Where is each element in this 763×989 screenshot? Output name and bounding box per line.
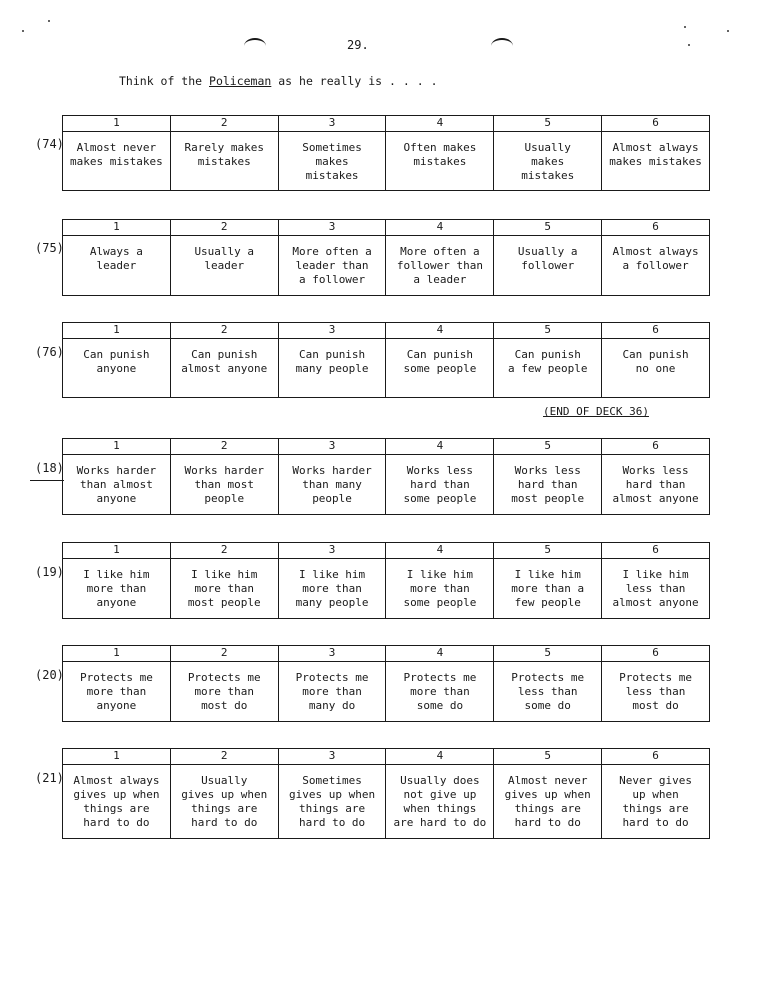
scale-options [63,132,709,190]
scale-header [63,646,709,662]
scan-speck [688,44,690,46]
scale-label: 4 [385,439,493,454]
instruction-line [119,74,438,88]
scale-label: 6 [601,749,709,764]
option-cell[interactable]: Can punish a few people [493,339,601,397]
option-cell[interactable]: Can punish almost anyone [170,339,278,397]
page-number: 29. [347,38,369,52]
option-cell[interactable]: Usually a leader [170,236,278,295]
scale-label: 3 [278,749,386,764]
instruction-subject: Policeman [209,74,272,88]
scale-label: 3 [278,543,386,558]
option-cell[interactable]: Sometimes makes mistakes [278,132,386,190]
item-number: (21) [35,771,64,785]
scan-speck [22,30,24,32]
option-cell[interactable]: Can punish many people [278,339,386,397]
item-number: (76) [35,345,64,359]
scale-label: 6 [601,543,709,558]
option-cell[interactable]: Protects me more than anyone [79,671,153,712]
scale-label: 1 [113,323,120,336]
scale-label: 5 [493,116,601,131]
scale-label: 1 [113,439,120,452]
scale-header [63,323,709,339]
option-cell[interactable]: Almost always a follower [601,236,709,295]
scan-speck [684,26,686,28]
scale-label: 6 [601,439,709,454]
option-cell[interactable]: More often a leader than a follower [278,236,386,295]
binder-hole-mark-left [244,38,266,54]
option-cell[interactable]: Almost never makes mistakes [70,141,163,168]
scale-header [63,749,709,765]
scale-label: 3 [278,220,386,235]
scale-label: 5 [493,749,601,764]
scale-header [63,439,709,455]
scale-label: 2 [170,646,278,661]
scale-options [63,339,709,397]
option-cell[interactable]: I like him more than some people [385,559,493,618]
option-cell[interactable]: Protects me more than most do [170,662,278,721]
scale-label: 4 [385,543,493,558]
scale-label: 1 [113,220,120,233]
scale-label: 4 [385,323,493,338]
binder-hole-mark-right [491,38,513,54]
rating-scale-item [62,542,710,619]
scale-label: 5 [493,646,601,661]
scale-options [63,455,709,514]
scale-label: 2 [170,543,278,558]
scale-options [63,765,709,838]
item-number-underline [30,480,64,481]
option-cell[interactable]: Can punish anyone [83,348,150,375]
option-cell[interactable]: Almost never gives up when things are hard to do [493,765,601,838]
scale-options [63,559,709,618]
scan-speck [48,20,50,22]
rating-scale-item [62,645,710,722]
option-cell[interactable]: More often a follower than a leader [385,236,493,295]
option-cell[interactable]: Works less hard than almost anyone [601,455,709,514]
option-cell[interactable]: Usually makes mistakes [493,132,601,190]
instruction-before: Think of the [119,74,210,88]
rating-scale-item [62,219,710,296]
scale-label: 1 [113,543,120,556]
item-number: (19) [35,565,64,579]
scale-options [63,662,709,721]
scan-speck [727,30,729,32]
scale-label: 2 [170,220,278,235]
option-cell[interactable]: Often makes mistakes [385,132,493,190]
option-cell[interactable]: I like him more than anyone [83,568,150,609]
option-cell[interactable]: Protects me less than most do [601,662,709,721]
option-cell[interactable]: I like him more than many people [278,559,386,618]
scale-label: 1 [113,646,120,659]
option-cell[interactable]: Usually a follower [493,236,601,295]
rating-scale-item [62,115,710,191]
option-cell[interactable]: Almost always makes mistakes [601,132,709,190]
option-cell[interactable]: Usually gives up when things are hard to do [170,765,278,838]
item-number: (20) [35,668,64,682]
scale-label: 5 [493,323,601,338]
item-number: (74) [35,137,64,151]
option-cell[interactable]: Protects me more than some do [385,662,493,721]
option-cell[interactable]: I like him more than most people [170,559,278,618]
instruction-after: as he really is . . . . [271,74,438,88]
scale-label: 4 [385,749,493,764]
end-of-deck-note: (END OF DECK 36) [543,405,649,418]
scale-label: 4 [385,116,493,131]
scale-label: 6 [601,323,709,338]
rating-scale-item [62,748,710,839]
option-cell[interactable]: Protects me more than many do [278,662,386,721]
scale-label: 5 [493,220,601,235]
option-cell[interactable]: Always a leader [89,245,143,272]
option-cell[interactable]: Works harder than almost anyone [76,464,157,505]
option-cell[interactable]: Almost always gives up when things are hard to do [73,774,160,829]
scale-label: 5 [493,543,601,558]
scale-label: 6 [601,646,709,661]
option-cell[interactable]: Works less hard than most people [493,455,601,514]
scale-header [63,116,709,132]
scale-header [63,220,709,236]
option-cell[interactable]: I like him less than almost anyone [601,559,709,618]
option-cell[interactable]: Can punish some people [385,339,493,397]
scale-label: 2 [170,323,278,338]
scale-label: 3 [278,439,386,454]
option-cell[interactable]: Works less hard than some people [385,455,493,514]
rating-scale-item [62,438,710,515]
option-cell[interactable]: Protects me less than some do [493,662,601,721]
option-cell[interactable]: Can punish no one [601,339,709,397]
option-cell[interactable]: Never gives up when things are hard to do [601,765,709,838]
item-number: (18) [35,461,64,475]
rating-scale-item [62,322,710,398]
option-cell[interactable]: Works harder than most people [170,455,278,514]
scale-label: 1 [113,749,120,762]
scale-header [63,543,709,559]
option-cell[interactable]: Rarely makes mistakes [170,132,278,190]
scale-label: 2 [170,439,278,454]
item-number: (75) [35,241,64,255]
option-cell[interactable]: Works harder than many people [278,455,386,514]
scale-label: 2 [170,116,278,131]
scale-label: 4 [385,220,493,235]
scale-label: 3 [278,646,386,661]
scale-label: 5 [493,439,601,454]
scale-options [63,236,709,295]
scale-label: 1 [113,116,120,129]
option-cell[interactable]: I like him more than a few people [493,559,601,618]
scale-label: 2 [170,749,278,764]
scale-label: 4 [385,646,493,661]
scale-label: 6 [601,116,709,131]
option-cell[interactable]: Usually does not give up when things are hard to do [385,765,493,838]
scale-label: 6 [601,220,709,235]
option-cell[interactable]: Sometimes gives up when things are hard to do [278,765,386,838]
scale-label: 3 [278,323,386,338]
scale-label: 3 [278,116,386,131]
